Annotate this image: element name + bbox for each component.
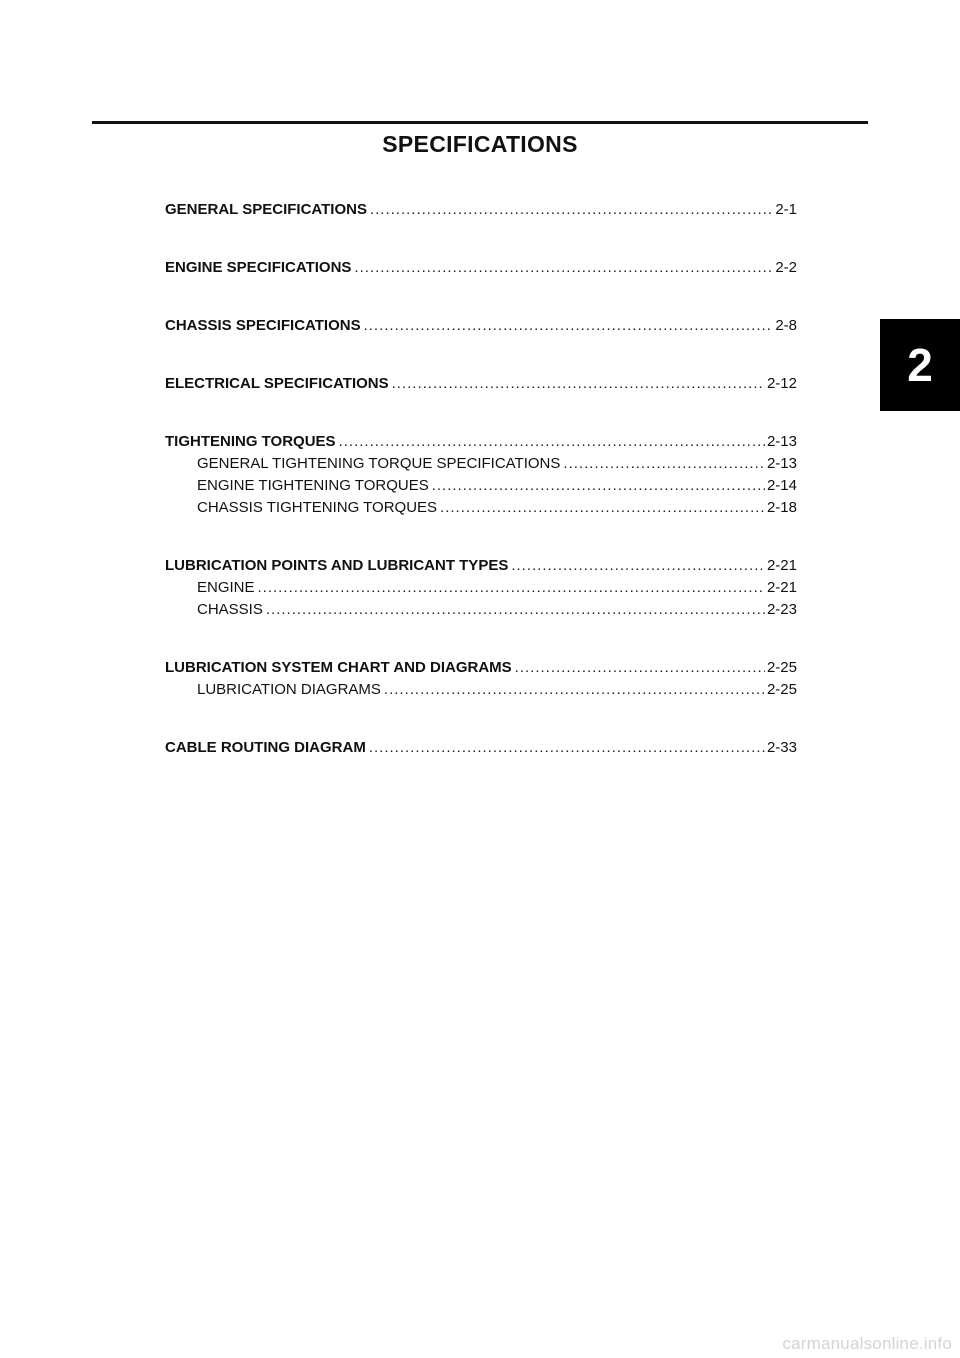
toc-entry-label: ENGINE SPECIFICATIONS [165,259,352,276]
toc-section [165,555,797,621]
watermark: carmanualsonline.info [782,1334,952,1353]
dot-leader [339,431,765,453]
toc-section-entry[interactable] [165,657,797,679]
table-of-contents [165,199,797,795]
toc-section-entry[interactable] [165,737,797,759]
toc-entry-page: 2-23 [766,601,797,618]
toc-entry-page: 2-13 [766,433,797,450]
toc-entry-page: 2-21 [766,557,797,574]
toc-subsection-entry[interactable] [165,599,797,621]
page-title: SPECIFICATIONS [382,131,578,157]
toc-entry-page: 2-25 [766,681,797,698]
dot-leader [370,199,773,221]
toc-section [165,737,797,759]
toc-entry-page: 2-2 [775,259,797,276]
toc-entry-label: CHASSIS SPECIFICATIONS [165,317,361,334]
toc-entry-page: 2-13 [766,455,797,472]
toc-entry-label: ENGINE [197,579,255,596]
dot-leader [354,257,773,279]
toc-section [165,373,797,395]
toc-section-entry[interactable] [165,315,797,337]
dot-leader [432,475,765,497]
toc-section [165,657,797,701]
toc-section-entry[interactable] [165,555,797,577]
toc-entry-label: GENERAL SPECIFICATIONS [165,201,367,218]
toc-entry-label: CHASSIS TIGHTENING TORQUES [197,499,438,516]
toc-entry-label: GENERAL TIGHTENING TORQUE SPECIFICATIONS [197,455,561,472]
dot-leader [369,737,765,759]
dot-leader [511,555,765,577]
toc-section-entry[interactable] [165,373,797,395]
dot-leader [392,373,765,395]
toc-section-entry[interactable] [165,431,797,453]
toc-subsection-entry[interactable] [165,497,797,519]
toc-entry-label: TIGHTENING TORQUES [165,433,336,450]
dot-leader [384,679,765,701]
toc-entry-page: 2-8 [775,317,797,334]
toc-section [165,315,797,337]
chapter-number: 2 [907,339,933,391]
dot-leader [266,599,765,621]
toc-entry-page: 2-25 [766,659,797,676]
toc-entry-label: CABLE ROUTING DIAGRAM [165,739,366,756]
toc-entry-label: ELECTRICAL SPECIFICATIONS [165,375,389,392]
dot-leader [563,453,765,475]
toc-entry-label: LUBRICATION POINTS AND LUBRICANT TYPES [165,557,509,574]
toc-subsection-entry[interactable] [165,679,797,701]
toc-entry-label: LUBRICATION SYSTEM CHART AND DIAGRAMS [165,659,512,676]
dot-leader [515,657,765,679]
toc-section-entry[interactable] [165,199,797,221]
toc-entry-page: 2-18 [766,499,797,516]
dot-leader [440,497,765,519]
toc-entry-label: ENGINE TIGHTENING TORQUES [197,477,429,494]
chapter-tab[interactable] [880,319,960,411]
dot-leader [258,577,765,599]
toc-entry-page: 2-1 [775,201,797,218]
toc-entry-page: 2-21 [766,579,797,596]
toc-section [165,199,797,221]
top-rule [92,121,868,124]
toc-entry-page: 2-12 [766,375,797,392]
toc-entry-page: 2-33 [766,739,797,756]
toc-entry-label: LUBRICATION DIAGRAMS [197,681,381,698]
toc-section [165,257,797,279]
toc-section-entry[interactable] [165,257,797,279]
toc-subsection-entry[interactable] [165,577,797,599]
toc-section [165,431,797,519]
toc-subsection-entry[interactable] [165,453,797,475]
toc-subsection-entry[interactable] [165,475,797,497]
toc-entry-page: 2-14 [766,477,797,494]
toc-entry-label: CHASSIS [197,601,263,618]
dot-leader [364,315,774,337]
